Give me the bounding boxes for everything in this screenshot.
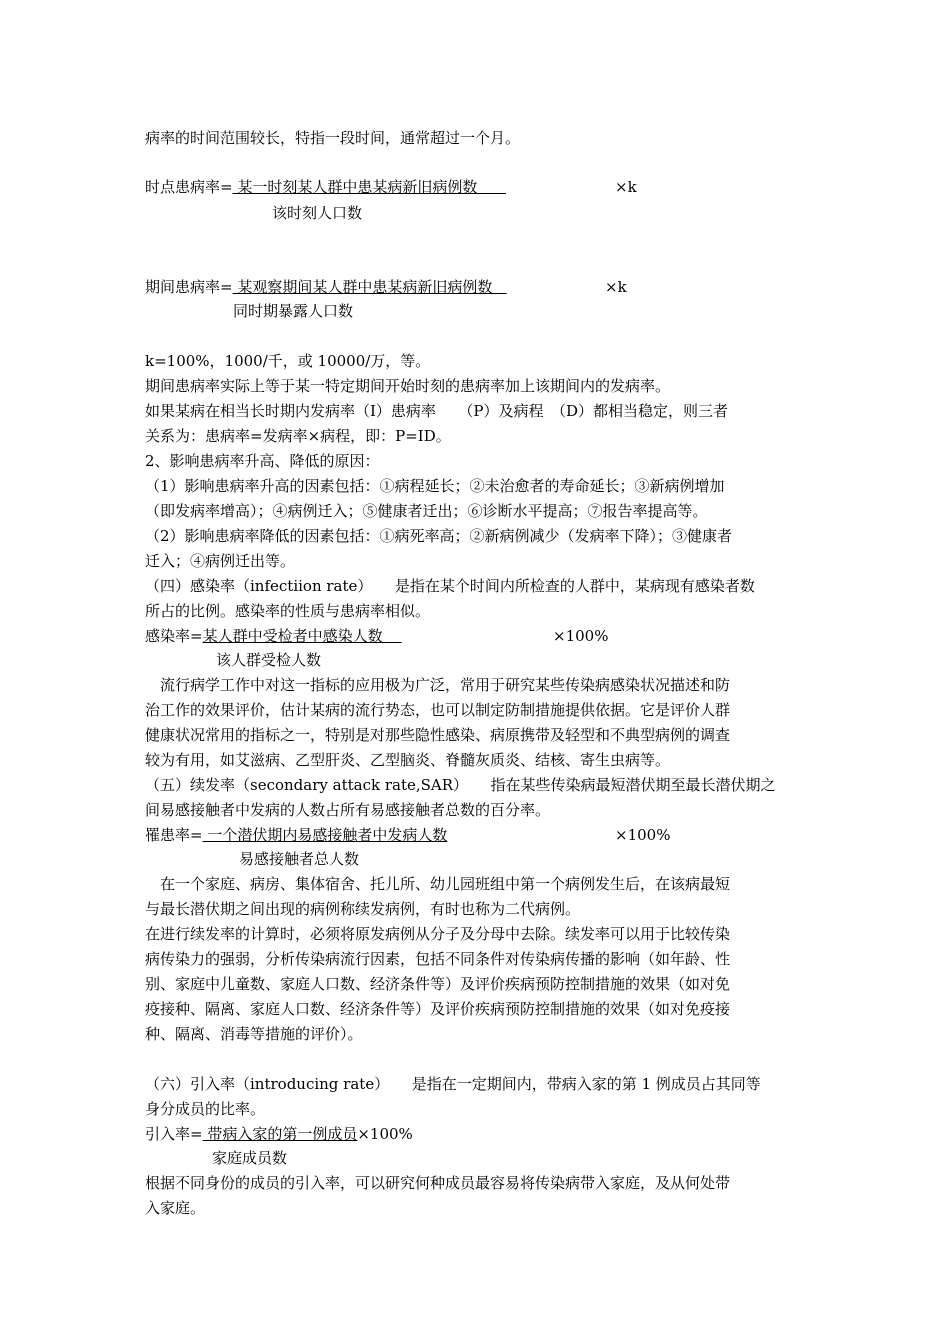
paragraph-line: 入家庭。 [145,1199,206,1217]
formula-introduction-rate [145,1123,413,1145]
formula-label: 时点患病率= [145,178,233,196]
formula-denominator: 该人群受检人数 [216,651,322,669]
paragraph-line: 病率的时间范围较长，特指一段时间，通常超过一个月。 [145,129,521,147]
paragraph-line: 流行病学工作中对这一指标的应用极为广泛，常用于研究某些传染病感染状况描述和防 [145,676,731,694]
paragraph-line: 别、家庭中儿童数、家庭人口数、经济条件等）及评价疾病预防控制措施的效果（如对免 [145,975,731,993]
formula-multiplier: ×k [605,278,627,296]
formula-period-prevalence [145,276,507,298]
paragraph-line: （五）续发率（secondary attack rate,SAR） 指在某些传染病最短潜伏期至最长潜伏期之 [145,776,776,794]
paragraph-line: 健康状况常用的指标之一，特别是对那些隐性感染、病原携带及轻型和不典型病例的调查 [145,726,731,744]
formula-attack-rate [145,824,447,846]
paragraph-line: 种、隔离、消毒等措施的评价）。 [145,1025,363,1043]
formula-numerator: 某一时刻某人群中患某病新旧病例数 [232,178,506,196]
formula-label: 罹患率= [145,826,203,844]
formula-denominator: 易感接触者总人数 [239,850,360,868]
paragraph-line: 与最长潜伏期之间出现的病例称续发病例，有时也称为二代病例。 [145,900,581,918]
formula-infection-rate [145,625,402,647]
paragraph-line: 间易感接触者中发病的人数占所有易感接触者总数的百分率。 [145,801,551,819]
formula-denominator: 家庭成员数 [212,1149,288,1167]
paragraph-line: 疫接种、隔离、家庭人口数、经济条件等）及评价疾病预防控制措施的效果（如对免疫接 [145,1000,731,1018]
paragraph-line: 较为有用，如艾滋病、乙型肝炎、乙型脑炎、脊髓灰质炎、结核、寄生虫病等。 [145,751,671,769]
paragraph-line: 身分成员的比率。 [145,1100,266,1118]
formula-label: 期间患病率= [145,278,233,296]
formula-numerator: 某人群中受检者中感染人数 [202,627,402,645]
paragraph-line: 在一个家庭、病房、集体宿舍、托儿所、幼儿园班组中第一个病例发生后，在该病最短 [145,875,731,893]
formula-denominator: 该时刻人口数 [272,204,363,222]
paragraph-line: 所占的比例。感染率的性质与患病率相似。 [145,602,431,620]
paragraph-line: 在进行续发率的计算时，必须将原发病例从分子及分母中去除。续发率可以用于比较传染 [145,925,731,943]
formula-label: 引入率= [145,1125,203,1143]
paragraph-line: 如果某病在相当长时期内发病率（I）患病率 （P）及病程 （D）都相当稳定，则三者 [145,402,729,420]
formula-multiplier: ×100% [357,1125,413,1143]
paragraph-line: （六）引入率（introducing rate） 是指在一定期间内，带病入家的第 1 例成员占其同等 [145,1075,761,1093]
formula-multiplier: ×k [615,178,637,196]
paragraph-line: 迁入；④病例迁出等。 [145,552,296,570]
formula-point-prevalence [145,176,506,198]
paragraph-line: 根据不同身份的成员的引入率，可以研究何种成员最容易将传染病带入家庭，及从何处带 [145,1174,731,1192]
formula-numerator: 一个潜伏期内易感接触者中发病人数 [202,826,448,844]
paragraph-line: （即发病率增高）；④病例迁入；⑤健康者迁出；⑥诊断水平提高；⑦报告率提高等。 [145,502,708,520]
formula-multiplier: ×100% [615,826,671,844]
paragraph-line: （2）影响患病率降低的因素包括：①病死率高；②新病例减少（发病率下降）；③健康者 [145,527,733,545]
paragraph-line: 病传染力的强弱，分析传染病流行因素，包括不同条件对传染病传播的影响（如年龄、性 [145,950,731,968]
paragraph-line: 2、影响患病率升高、降低的原因： [145,452,380,470]
formula-numerator: 某观察期间某人群中患某病新旧病例数 [232,278,507,296]
formula-denominator: 同时期暴露人口数 [233,302,354,320]
paragraph-line: （1）影响患病率升高的因素包括：①病程延长；②未治愈者的寿命延长；③新病例增加 [145,477,725,495]
formula-multiplier: ×100% [553,627,609,645]
formula-numerator: 带病入家的第一例成员 [202,1125,358,1143]
paragraph-line: k=100%，1000/千，或 10000/万，等。 [145,352,431,370]
paragraph-line: 治工作的效果评价，估计某病的流行势态，也可以制定防制措施提供依据。它是评价人群 [145,701,731,719]
paragraph-line: （四）感染率（infectiion rate） 是指在某个时间内所检查的人群中，某病现有感染者数 [145,577,755,595]
formula-label: 感染率= [145,627,203,645]
paragraph-line: 期间患病率实际上等于某一特定期间开始时刻的患病率加上该期间内的发病率。 [145,377,671,395]
paragraph-line: 关系为：患病率=发病率×病程，即：P=ID。 [145,427,451,445]
